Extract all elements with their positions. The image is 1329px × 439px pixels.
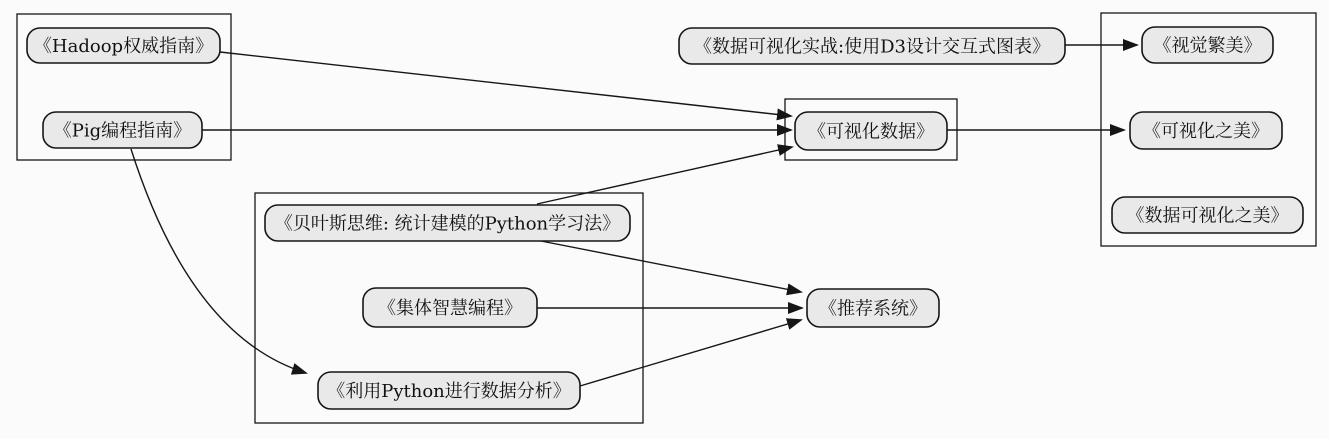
node-label-think-bayes: 《贝叶斯思维: 统计建模的Python学习法》 [274, 213, 621, 235]
node-recommender-systems [807, 289, 939, 327]
edge-python-data-analysis-to-recommender-systems [580, 320, 801, 386]
node-label-d3-interactive-charts: 《数据可视化实战:使用D3设计交互式图表》 [694, 36, 1050, 58]
node-collective-intelligence [363, 288, 537, 327]
node-label-recommender-systems: 《推荐系统》 [819, 298, 927, 320]
node-label-visual-complexity: 《视觉繁美》 [1153, 35, 1262, 57]
edge-pig-guide-to-python-data-analysis [131, 149, 306, 373]
node-visual-complexity [1142, 27, 1273, 63]
node-label-beautiful-data-visualization: 《数据可视化之美》 [1126, 205, 1289, 227]
node-beautiful-data-visualization [1112, 197, 1303, 233]
node-d3-interactive-charts [679, 28, 1065, 64]
node-label-visualize-data: 《可视化数据》 [808, 121, 934, 143]
node-think-bayes [265, 205, 630, 241]
node-label-python-data-analysis: 《利用Python进行数据分析》 [327, 380, 571, 402]
node-label-hadoop-guide: 《Hadoop权威指南》 [33, 35, 214, 57]
node-python-data-analysis [318, 372, 580, 409]
edge-think-bayes-to-visualize-data [537, 147, 792, 204]
node-label-pig-guide: 《Pig编程指南》 [53, 120, 192, 142]
node-beautiful-visualization [1130, 112, 1282, 149]
node-label-collective-intelligence: 《集体智慧编程》 [378, 297, 522, 319]
node-label-beautiful-visualization: 《可视化之美》 [1143, 120, 1269, 142]
edge-think-bayes-to-recommender-systems [541, 241, 801, 292]
node-hadoop-guide [27, 28, 220, 63]
node-pig-guide [43, 112, 202, 148]
node-visualize-data [795, 112, 947, 150]
